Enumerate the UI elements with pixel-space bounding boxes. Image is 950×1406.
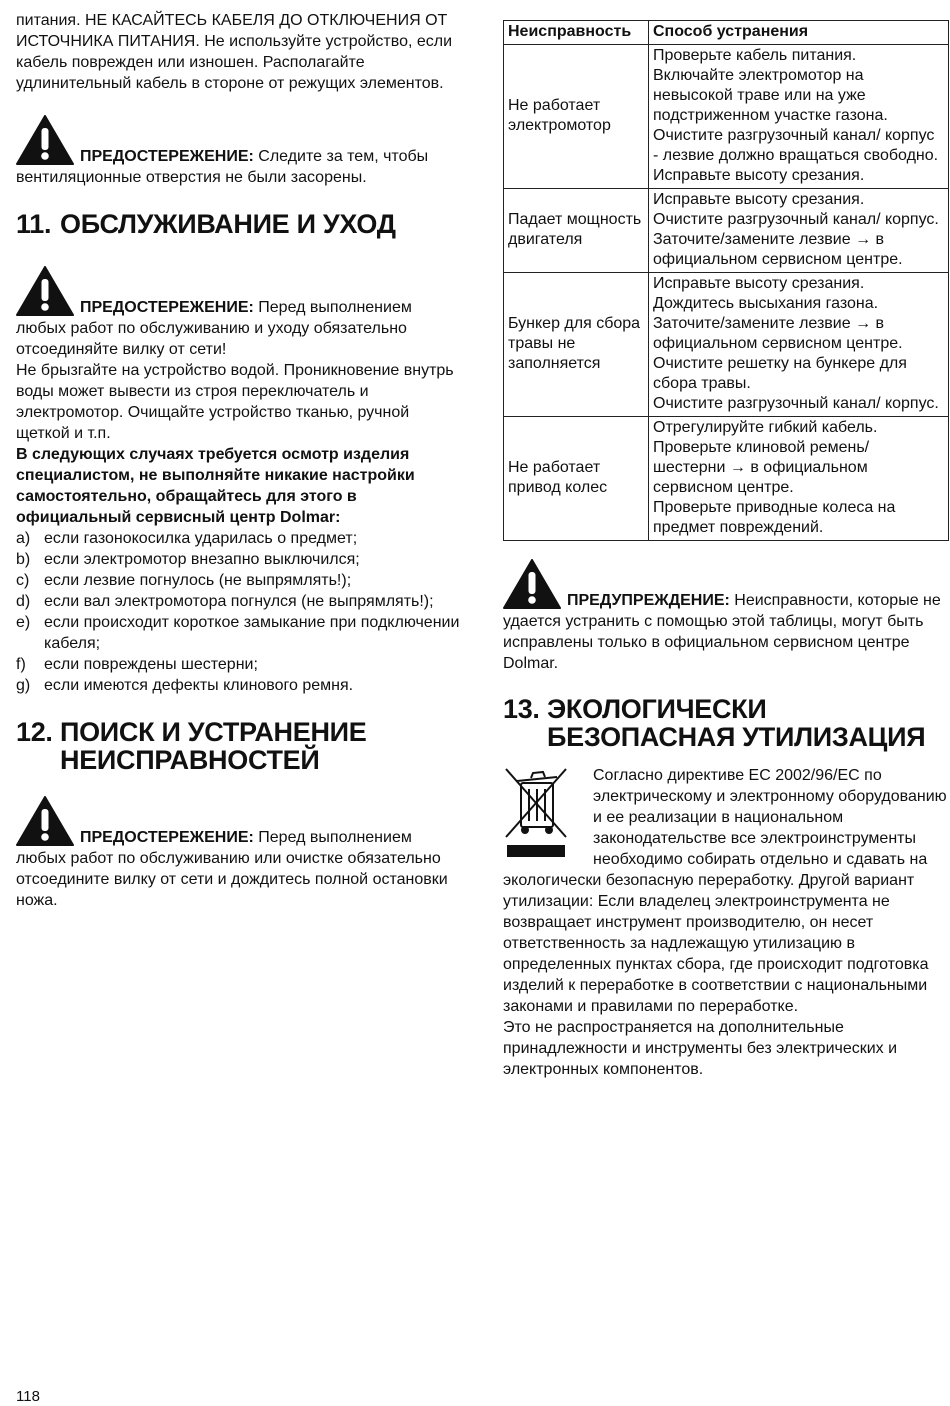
- solution-cell: [649, 45, 949, 189]
- caution-vents: [16, 117, 462, 188]
- list-text: если газонокосилка ударилась о предмет;: [44, 530, 358, 547]
- caution-troubleshooting: [16, 798, 462, 911]
- table-row: [504, 189, 949, 273]
- list-text: если вал электромотора погнулся (не выпрямлять!);: [44, 593, 434, 610]
- solution-line: Заточите/замените лезвие → в официальном сервисном центре.: [653, 315, 903, 352]
- caution-maintenance: [16, 268, 462, 360]
- solution-line: Очистите решетку на бункере для сбора травы.: [653, 355, 907, 392]
- table-row: [504, 417, 949, 541]
- caution-title: ПРЕДОСТЕРЕЖЕНИЕ:: [80, 829, 254, 846]
- list-text: если происходит короткое замыкание при подключении кабеля;: [44, 614, 460, 652]
- warning-title: ПРЕДУПРЕЖДЕНИЕ:: [567, 592, 730, 609]
- section-12-heading: [16, 718, 462, 774]
- solution-line: Очистите разгрузочный канал/ корпус.: [653, 211, 939, 228]
- list-marker: e): [16, 614, 31, 631]
- section-number: 13.: [503, 694, 540, 724]
- caution-title: ПРЕДОСТЕРЕЖЕНИЕ:: [80, 299, 254, 316]
- column-header-problem: Неисправность: [504, 21, 649, 45]
- caution-text: Следите за тем, чтобы вентиляционные отверстия не были засорены.: [16, 148, 429, 186]
- section-title: ОБСЛУЖИВАНИЕ И УХОД: [60, 209, 396, 239]
- solution-line: Очистите разгрузочный канал/ корпус - лезвие должно вращаться свободно.: [653, 127, 939, 164]
- section-number: 12.: [16, 717, 53, 747]
- disposal-section: [503, 765, 948, 1080]
- disposal-exception: Это не распространяется на дополнительные принадлежности и инструменты без электрических и электронных компонентов.: [503, 1019, 898, 1078]
- problem-cell: Не работает привод колес: [504, 417, 649, 541]
- left-column: [16, 10, 462, 911]
- problem-cell: Бункер для сбора травы не заполняется: [504, 273, 649, 417]
- solution-line: Проверьте кабель питания.: [653, 47, 857, 64]
- troubleshooting-table: [503, 20, 949, 541]
- section-11-heading: [16, 210, 462, 238]
- solution-line: Очистите разгрузочный канал/ корпус.: [653, 395, 939, 412]
- intro-paragraph: питания. НЕ КАСАЙТЕСЬ КАБЕЛЯ ДО ОТКЛЮЧЕНИЯ ОТ ИСТОЧНИКА ПИТАНИЯ. Не используйте устройство, если кабель поврежден или изношен. Располагайте удлинительный кабель в стороне от режущих элементов.: [16, 12, 453, 92]
- section-title-line2: БЕЗОПАСНАЯ УТИЛИЗАЦИЯ: [547, 722, 926, 752]
- warning-service: [503, 561, 948, 674]
- section-title-line1: ПОИСК И УСТРАНЕНИЕ: [60, 717, 367, 747]
- solution-cell: [649, 417, 949, 541]
- caution-text: Перед выполнением любых работ по обслуживанию или очистке обязательно отсоедините вилку от сети и дождитесь полной остановки ножа.: [16, 829, 448, 909]
- list-marker: c): [16, 572, 30, 589]
- warning-triangle-icon: [503, 559, 561, 609]
- list-item: [16, 570, 462, 591]
- solution-line: Включайте электромотор на невысокой траве или на уже подстриженном участке газона.: [653, 67, 888, 124]
- crossed-out-bin-icon: [503, 765, 573, 860]
- inspection-cases-list: [16, 528, 462, 696]
- solution-line: Заточите/замените лезвие → в официальном сервисном центре.: [653, 231, 903, 268]
- table-row: [504, 45, 949, 189]
- list-text: если повреждены шестерни;: [44, 656, 258, 673]
- caution-title: ПРЕДОСТЕРЕЖЕНИЕ:: [80, 148, 254, 165]
- solution-cell: [649, 189, 949, 273]
- disposal-paragraph: Согласно директиве ЕС 2002/96/ЕС по электрическому и электронному оборудованию и ее реализации в национальном законодательстве все электроинструменты необходимо собирать отдельно и сдавать на экологически безопасную переработку. Другой вариант утилизации: Если владелец электроинструмента не возвращает инструмент производителю, он несет ответственность за надлежащую утилизацию в определенных пунктах сбора, где происходит подготовка изделий к переработке в соответствии с национальными законами и правилами по переработке.: [503, 767, 947, 1015]
- solution-line: Дождитесь высыхания газона.: [653, 295, 879, 312]
- list-item: [16, 528, 462, 549]
- warning-text: Неисправности, которые не удается устранить с помощью этой таблицы, могут быть исправлены только в официальном сервисном центре Dolmar.: [503, 592, 941, 672]
- section-13-heading: [503, 695, 948, 751]
- warning-triangle-icon: [16, 115, 74, 165]
- caution-text: Перед выполнением любых работ по обслуживанию и уходу обязательно отсоединяйте вилку от сети!: [16, 299, 412, 358]
- list-marker: d): [16, 593, 31, 610]
- solution-cell: [649, 273, 949, 417]
- column-header-solution: Способ устранения: [649, 21, 949, 45]
- table-header-row: [504, 21, 949, 45]
- list-marker: f): [16, 656, 26, 673]
- list-item: [16, 654, 462, 675]
- list-text: если имеются дефекты клинового ремня.: [44, 677, 354, 694]
- problem-cell: Не работает электромотор: [504, 45, 649, 189]
- page-number: 118: [16, 1388, 40, 1405]
- list-text: если лезвие погнулось (не выпрямлять!);: [44, 572, 352, 589]
- solution-line: Проверьте клиновой ремень/ шестерни → в официальном сервисном центре.: [653, 439, 870, 496]
- list-marker: g): [16, 677, 31, 694]
- list-marker: a): [16, 530, 31, 547]
- list-item: [16, 549, 462, 570]
- solution-line: Отрегулируйте гибкий кабель.: [653, 419, 878, 436]
- solution-line: Проверьте приводные колеса на предмет повреждений.: [653, 499, 896, 536]
- list-text: если электромотор внезапно выключился;: [44, 551, 360, 568]
- warning-triangle-icon: [16, 796, 74, 846]
- solution-line: Исправьте высоту срезания.: [653, 275, 865, 292]
- right-column: [503, 20, 948, 1080]
- solution-line: Исправьте высоту срезания.: [653, 167, 865, 184]
- solution-line: Исправьте высоту срезания.: [653, 191, 865, 208]
- problem-cell: Падает мощность двигателя: [504, 189, 649, 273]
- list-item: [16, 591, 462, 612]
- table-row: [504, 273, 949, 417]
- warning-triangle-icon: [16, 266, 74, 316]
- water-paragraph: Не брызгайте на устройство водой. Проникновение внутрь воды может вывести из строя переключатель и электромотор. Очищайте устройство тканью, ручной щеткой и т.п.: [16, 362, 454, 442]
- list-item: [16, 675, 462, 696]
- section-title-line1: ЭКОЛОГИЧЕСКИ: [547, 694, 767, 724]
- list-marker: b): [16, 551, 31, 568]
- section-title-line2: НЕИСПРАВНОСТЕЙ: [60, 745, 320, 775]
- list-item: [16, 612, 462, 654]
- inspection-paragraph: В следующих случаях требуется осмотр изделия специалистом, не выполняйте никакие настройки самостоятельно, обращайтесь для этого в официальный сервисный центр Dolmar:: [16, 446, 415, 526]
- section-number: 11.: [16, 209, 52, 239]
